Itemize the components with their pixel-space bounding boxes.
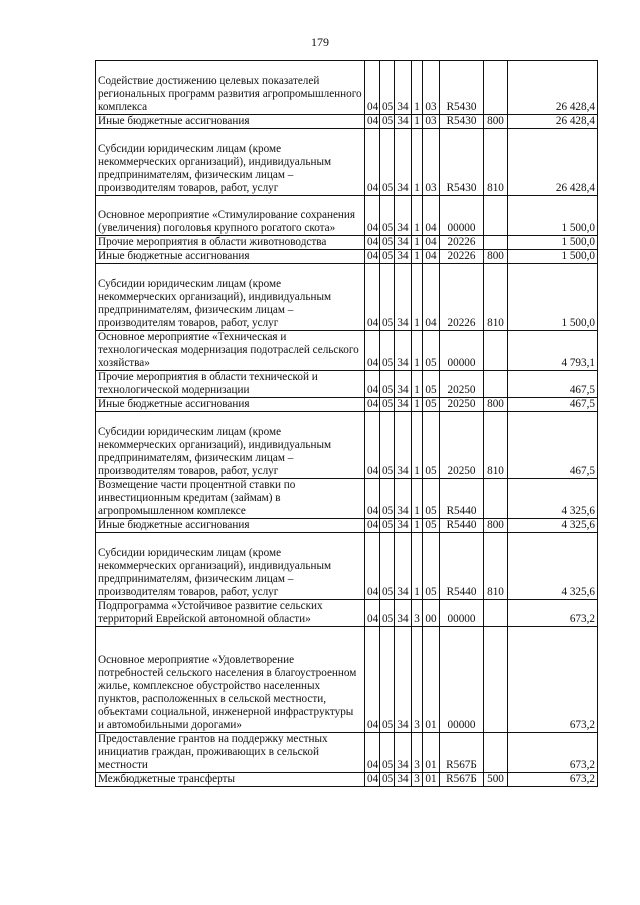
code-subprogram: 1 [412,61,423,115]
code-activity: 00 [423,600,440,627]
amount: 1 500,0 [508,196,598,236]
code-activity: 05 [423,519,440,533]
code-subsection: 05 [380,773,395,787]
code-activity: 05 [423,533,440,600]
code-section: 04 [365,196,380,236]
code-activity: 05 [423,371,440,398]
row-name: Основное мероприятие «Техническая и технологическая модернизация подотраслей сельского хозяйства» [96,331,365,371]
code-section: 04 [365,61,380,115]
table-row [96,479,598,519]
code-program: 34 [395,371,412,398]
code-section: 04 [365,533,380,600]
code-subprogram: 1 [412,519,423,533]
expense-type: 810 [484,412,508,479]
code-program: 34 [395,196,412,236]
table-row [96,264,598,331]
code-subsection: 05 [380,533,395,600]
code-activity: 04 [423,250,440,264]
code-program: 34 [395,115,412,129]
table-row [96,398,598,412]
code-subsection: 05 [380,331,395,371]
code-direction: R5430 [440,61,484,115]
code-direction: 20250 [440,412,484,479]
table-row [96,733,598,773]
code-subsection: 05 [380,398,395,412]
table-row [96,196,598,236]
amount: 467,5 [508,371,598,398]
amount: 1 500,0 [508,250,598,264]
code-direction: R5440 [440,479,484,519]
code-section: 04 [365,412,380,479]
code-section: 04 [365,398,380,412]
code-direction: 00000 [440,331,484,371]
code-subsection: 05 [380,236,395,250]
code-program: 34 [395,398,412,412]
code-program: 34 [395,600,412,627]
code-direction: 20226 [440,236,484,250]
code-activity: 01 [423,733,440,773]
expense-type: 800 [484,250,508,264]
code-subprogram: 1 [412,398,423,412]
expense-type: 810 [484,129,508,196]
code-direction: 00000 [440,196,484,236]
code-subprogram: 1 [412,264,423,331]
code-program: 34 [395,627,412,733]
code-direction: R567Б [440,733,484,773]
page-number: 179 [311,35,329,49]
code-direction: 20226 [440,264,484,331]
expense-type: 500 [484,773,508,787]
row-name: Субсидии юридическим лицам (кроме некоммерческих организаций), индивидуальным предпринимателям, физическим лицам – производителям товаров, работ, услуг [96,264,365,331]
expense-type [484,600,508,627]
row-name: Основное мероприятие «Удовлетворение потребностей сельского населения в благоустроенном жилье, комплексное обустройство населенных пунктов, расположенных в сельской местности, объектами социальной, инженерной инфраструктуры и автомобильными дорогами» [96,627,365,733]
code-subprogram: 1 [412,331,423,371]
code-program: 34 [395,250,412,264]
code-section: 04 [365,627,380,733]
code-section: 04 [365,129,380,196]
code-section: 04 [365,264,380,331]
expense-type [484,371,508,398]
expense-type [484,196,508,236]
amount: 26 428,4 [508,129,598,196]
table-row [96,412,598,479]
table-row [96,533,598,600]
code-activity: 05 [423,479,440,519]
code-subprogram: 1 [412,412,423,479]
code-subsection: 05 [380,61,395,115]
code-direction: 20250 [440,371,484,398]
code-activity: 04 [423,264,440,331]
code-section: 04 [365,773,380,787]
code-subsection: 05 [380,115,395,129]
code-subprogram: 1 [412,115,423,129]
code-subsection: 05 [380,196,395,236]
code-section: 04 [365,733,380,773]
row-name: Субсидии юридическим лицам (кроме некоммерческих организаций), индивидуальным предпринимателям, физическим лицам – производителям товаров, работ, услуг [96,129,365,196]
table-row [96,600,598,627]
code-activity: 03 [423,61,440,115]
code-subprogram: 1 [412,250,423,264]
expense-type: 800 [484,398,508,412]
amount: 1 500,0 [508,236,598,250]
code-program: 34 [395,331,412,371]
code-subprogram: 3 [412,773,423,787]
code-program: 34 [395,519,412,533]
expense-type: 810 [484,533,508,600]
row-name: Субсидии юридическим лицам (кроме некоммерческих организаций), индивидуальным предпринимателям, физическим лицам – производителям товаров, работ, услуг [96,533,365,600]
table-body [96,61,598,787]
row-name: Субсидии юридическим лицам (кроме некоммерческих организаций), индивидуальным предпринимателям, физическим лицам – производителям товаров, работ, услуг [96,412,365,479]
budget-table [95,60,598,787]
code-subprogram: 1 [412,129,423,196]
code-subprogram: 3 [412,627,423,733]
expense-type [484,331,508,371]
amount: 467,5 [508,412,598,479]
amount: 4 325,6 [508,479,598,519]
amount: 673,2 [508,733,598,773]
code-subprogram: 1 [412,236,423,250]
amount: 673,2 [508,627,598,733]
table-row [96,519,598,533]
amount: 26 428,4 [508,61,598,115]
table-row [96,129,598,196]
code-section: 04 [365,250,380,264]
code-direction: 00000 [440,627,484,733]
amount: 4 325,6 [508,533,598,600]
expense-type [484,733,508,773]
code-subsection: 05 [380,600,395,627]
code-subsection: 05 [380,250,395,264]
amount: 467,5 [508,398,598,412]
expense-type: 800 [484,519,508,533]
code-activity: 03 [423,115,440,129]
code-subsection: 05 [380,627,395,733]
code-section: 04 [365,600,380,627]
code-program: 34 [395,479,412,519]
table-row [96,371,598,398]
code-program: 34 [395,264,412,331]
code-direction: 00000 [440,600,484,627]
code-subsection: 05 [380,733,395,773]
row-name: Возмещение части процентной ставки по инвестиционным кредитам (займам) в агропромышленном комплексе [96,479,365,519]
row-name: Подпрограмма «Устойчивое развитие сельских территорий Еврейской автономной области» [96,600,365,627]
code-section: 04 [365,331,380,371]
amount: 673,2 [508,773,598,787]
code-subprogram: 3 [412,600,423,627]
code-subsection: 05 [380,371,395,398]
expense-type [484,61,508,115]
code-program: 34 [395,236,412,250]
code-direction: R5440 [440,519,484,533]
row-name: Иные бюджетные ассигнования [96,115,365,129]
row-name: Межбюджетные трансферты [96,773,365,787]
code-activity: 05 [423,331,440,371]
row-name: Иные бюджетные ассигнования [96,398,365,412]
code-subsection: 05 [380,519,395,533]
amount: 4 793,1 [508,331,598,371]
table-row [96,331,598,371]
code-direction: 20226 [440,250,484,264]
code-direction: R5440 [440,533,484,600]
amount: 4 325,6 [508,519,598,533]
code-activity: 05 [423,412,440,479]
row-name: Основное мероприятие «Стимулирование сохранения (увеличения) поголовья крупного рогатого скота» [96,196,365,236]
code-subprogram: 1 [412,479,423,519]
code-subprogram: 3 [412,733,423,773]
table-row [96,250,598,264]
code-activity: 04 [423,236,440,250]
code-program: 34 [395,533,412,600]
table-row [96,627,598,733]
code-activity: 01 [423,773,440,787]
code-subsection: 05 [380,412,395,479]
amount: 1 500,0 [508,264,598,331]
code-subsection: 05 [380,479,395,519]
code-activity: 03 [423,129,440,196]
amount: 673,2 [508,600,598,627]
expense-type: 800 [484,115,508,129]
row-name: Содействие достижению целевых показателей региональных программ развития агропромышленного комплекса [96,61,365,115]
code-section: 04 [365,371,380,398]
code-subsection: 05 [380,264,395,331]
row-name: Предоставление грантов на поддержку местных инициатив граждан, проживающих в сельской местности [96,733,365,773]
row-name: Иные бюджетные ассигнования [96,250,365,264]
code-subsection: 05 [380,129,395,196]
code-direction: R5430 [440,129,484,196]
code-activity: 05 [423,398,440,412]
code-direction: R567Б [440,773,484,787]
row-name: Иные бюджетные ассигнования [96,519,365,533]
amount: 26 428,4 [508,115,598,129]
expense-type [484,627,508,733]
code-subprogram: 1 [412,533,423,600]
code-section: 04 [365,519,380,533]
code-program: 34 [395,61,412,115]
code-direction: R5430 [440,115,484,129]
expense-type [484,479,508,519]
code-activity: 04 [423,196,440,236]
code-section: 04 [365,115,380,129]
table-row [96,115,598,129]
code-subprogram: 1 [412,196,423,236]
code-program: 34 [395,412,412,479]
expense-type: 810 [484,264,508,331]
table-row [96,236,598,250]
code-program: 34 [395,129,412,196]
code-program: 34 [395,773,412,787]
row-name: Прочие мероприятия в области технической и технологической модернизации [96,371,365,398]
code-program: 34 [395,733,412,773]
code-section: 04 [365,479,380,519]
table-row [96,773,598,787]
row-name: Прочие мероприятия в области животноводства [96,236,365,250]
code-direction: 20250 [440,398,484,412]
code-activity: 01 [423,627,440,733]
expense-type [484,236,508,250]
code-subprogram: 1 [412,371,423,398]
code-section: 04 [365,236,380,250]
table-row [96,61,598,115]
